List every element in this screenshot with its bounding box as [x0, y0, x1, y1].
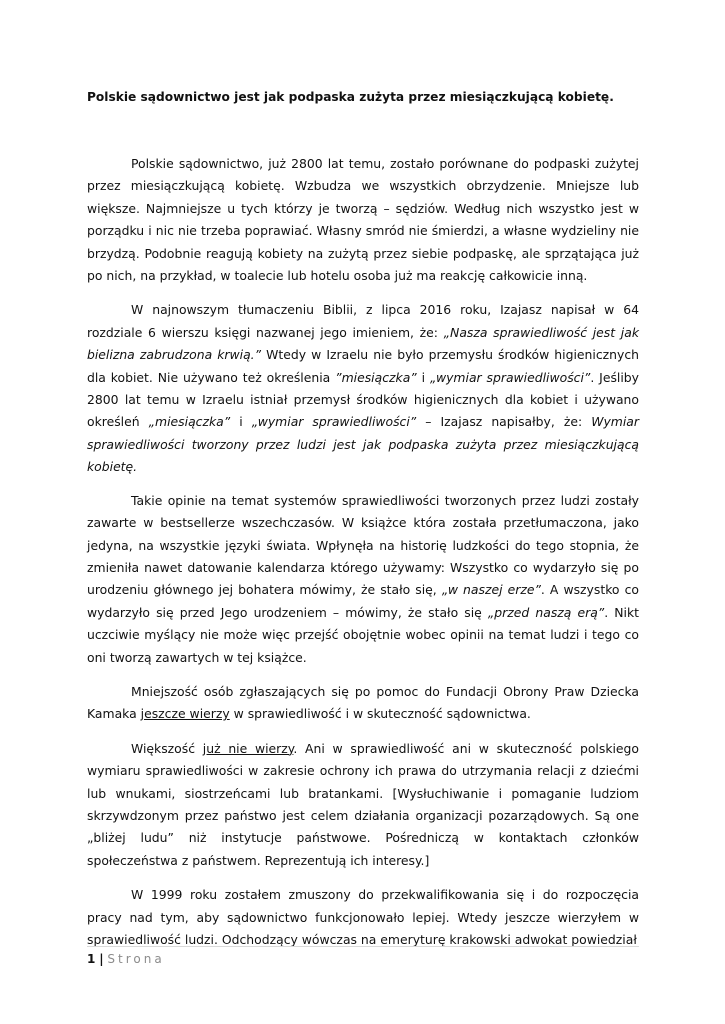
paragraph-2-term-2: „wymiar sprawiedliwości” [429, 369, 591, 385]
paragraph-3-era-2: „przed naszą erą” [487, 604, 605, 620]
paragraph-4-text-1: Mniejszość osób zgłaszających się po pomoc do Fundacji Obrony Praw Dziecka Kamaka [87, 683, 639, 722]
paragraph-2-quote-1: „Nasza sprawiedliwość jest jak bielizna zabrudzona krwią.” [87, 324, 639, 363]
paragraph-3-era-1: „w naszej erze” [441, 582, 541, 598]
paragraph-5 [87, 738, 639, 872]
paragraph-3-text-3: . Nikt uczciwie myślący nie może więc przejść obojętnie wobec opinii na temat ludzi i tego co oni tworzą zawartych w tej książce. [87, 604, 639, 665]
paragraph-4 [87, 681, 639, 726]
paragraph-4-text-2: w sprawiedliwość i w skuteczność sądownictwa. [229, 706, 531, 722]
paragraph-2-term-1: ”miesiączka” [335, 369, 417, 385]
page-footer [87, 946, 639, 969]
paragraph-3-text-2: . A wszystko co wydarzyło się przed Jego urodzeniem – mówimy, że stało się [87, 582, 639, 620]
paragraph-2-term-3: „miesiączka” [148, 414, 231, 430]
page-label: Strona [107, 952, 165, 966]
paragraph-2-text-3: i [416, 369, 430, 385]
document-body [87, 153, 639, 963]
document-title: Polskie sądownictwo jest jak podpaska zużyta przez miesiączkującą kobietę. [87, 90, 614, 104]
paragraph-5-text-1: Większość [131, 740, 203, 756]
paragraph-5-text-2: . Ani w sprawiedliwość ani w skuteczność polskiego wymiaru sprawiedliwości w zakresie ochrony ich prawa do utrzymania relacji z dziećmi lub wnukami, siostrzeńcami lub bratankami. [Wysłuchiwanie i pomaganie ludziom skrzywdzonym przez państwo jest celem działania organizacji pozarządowych. Są one „bliżej ludu” niż instytucje państwowe. Pośredniczą w kontaktach członków społeczeństwa z państwem. Reprezentują ich interesy.] [87, 740, 640, 868]
paragraph-2-text-5: i [230, 414, 252, 430]
paragraph-2-text-1: W najnowszym tłumaczeniu Biblii, z lipca 2016 roku, Izajasz napisał w 64 rozdziale 6 wierszu księgi nazwanej jego imieniem, że: [87, 302, 639, 340]
paragraph-2-quote-2: Wymiar sprawiedliwości tworzony przez ludzi jest jak podpaska zużyta przez miesiączkującą kobietę. [87, 414, 639, 475]
paragraph-2 [87, 299, 639, 478]
paragraph-3-text-1: Takie opinie na temat systemów sprawiedliwości tworzonych przez ludzi zostały zawarte w bestsellerze wszechczasów. W książce która została przetłumaczona, jako jedyna, na wszystkie języki świata. Wpłynęła na historię ludzkości do tego stopnia, że zmieniła nawet datowanie kalendarza którego używamy: Wszystko co wydarzyło się po urodzeniu głównego jej bohatera mówimy, że stało się, [87, 492, 639, 598]
paragraph-2-text-6: – Izajasz napisałby, że: [416, 414, 592, 430]
paragraph-2-text-4: . Jeśliby 2800 lat temu w Izraelu istniał przemysł środków higienicznych dla kobiet i używano określeń [87, 369, 640, 430]
paragraph-4-underlined: jeszcze wierzy [140, 706, 230, 722]
paragraph-3 [87, 490, 639, 669]
footer-separator: | [99, 952, 104, 966]
paragraph-6: W 1999 roku zostałem zmuszony do przekwalifikowania się i do rozpoczęcia pracy nad tym, aby sądownictwo funkcjonowało lepiej. Wtedy jeszcze wierzyłem w sprawiedliwość ludzi. Odchodzący wówczas na emeryturę krakowski adwokat powiedział [87, 887, 639, 947]
paragraph-5-underlined: już nie wierzy [202, 740, 294, 756]
page-number: 1 [87, 952, 96, 966]
paragraph-2-term-4: „wymiar sprawiedliwości” [251, 414, 417, 430]
paragraph-1: Polskie sądownictwo, już 2800 lat temu, zostało porównane do podpaski zużytej przez miesiączkującą kobietę. Wzbudza we wszystkich obrzydzenie. Mniejsze lub większe. Najmniejsze u tych którzy je tworzą – sędziów. Według nich wszystko jest w porządku i nic nie trzeba poprawiać. Własny smród nie śmierdzi, a własne wydzieliny nie brzydzą. Podobnie reagują kobiety na zużytą przez siebie podpaskę, ale sprzątająca już po nich, na przykład, w toalecie lub hotelu osoba już ma reakcję całkowicie inną. [87, 156, 639, 284]
paragraph-2-text-2: Wtedy w Izraelu nie było przemysłu środków higienicznych dla kobiet. Nie używano też określenia [87, 347, 639, 385]
